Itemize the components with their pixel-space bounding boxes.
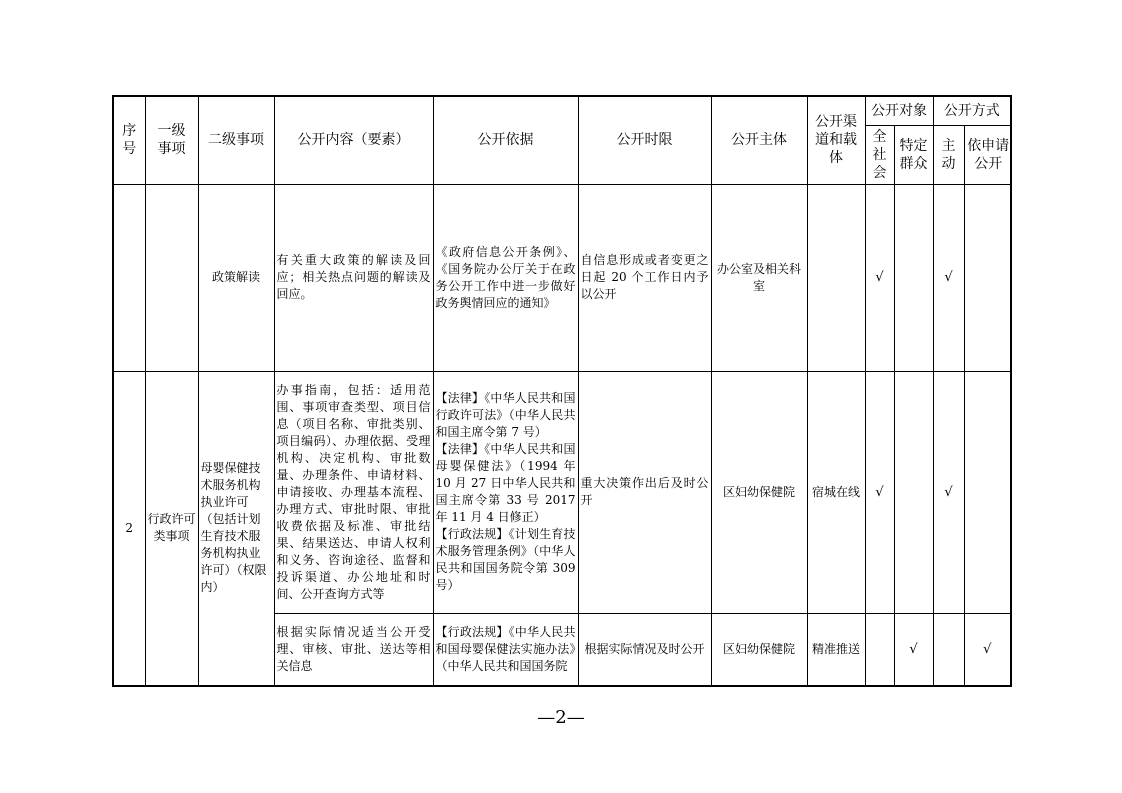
cell-audience-all bbox=[865, 371, 894, 613]
cell-time-limit: 自信息形成或者变更之日起 20 个工作日内予以公开 bbox=[578, 184, 711, 371]
header-method-apply: 依申请公开 bbox=[964, 125, 1011, 184]
header-channel: 公开渠道和载体 bbox=[807, 96, 865, 184]
cell-audience-all bbox=[865, 184, 894, 371]
header-seq: 序号 bbox=[113, 96, 145, 184]
cell-subject: 区妇幼保健院 bbox=[711, 371, 807, 613]
cell-audience-specific bbox=[894, 184, 933, 371]
header-level1: 一级事项 bbox=[145, 96, 198, 184]
check-mark: √ bbox=[983, 641, 992, 657]
cell-level2: 母婴保健技术服务机构执业许可（包括计划生育技术服务机构执业许可）（权限内） bbox=[198, 371, 274, 686]
header-content: 公开内容（要素） bbox=[274, 96, 433, 184]
cell-basis bbox=[433, 371, 578, 613]
cell-level2: 政策解读 bbox=[198, 184, 274, 371]
cell-basis bbox=[433, 613, 578, 686]
cell-level1: 行政许可类事项 bbox=[145, 371, 198, 686]
header-method-active: 主动 bbox=[933, 125, 964, 184]
basis-entry: 【行政法规】《中华人民共和国母婴保健法实施办法》（中华人民共和国国务院 bbox=[435, 624, 576, 673]
cell-time-limit: 根据实际情况及时公开 bbox=[578, 613, 711, 686]
check-mark: √ bbox=[944, 484, 953, 500]
table-row bbox=[113, 184, 1011, 371]
cell-seq: 2 bbox=[113, 371, 145, 686]
check-mark: √ bbox=[944, 270, 953, 285]
header-audience: 公开对象 bbox=[865, 96, 933, 125]
basis-entry: 【法律】《中华人民共和国行政许可法》（中华人民共和国主席令第 7 号） bbox=[435, 391, 576, 439]
cell-audience-specific bbox=[894, 613, 933, 686]
cell-method-active bbox=[933, 184, 964, 371]
check-mark: √ bbox=[875, 484, 884, 500]
cell-content: 办事指南，包括：适用范围、事项审查类型、项目信息（项目名称、审批类别、项目编码）、办理依据、受理机构、决定机构、审批数量、办理条件、申请材料、申请接收、办理基本流程、办理方式、审批时限、审批收费依据及标准、审批结果、结果送达、申请人权利和义务、咨询途径、监督和投诉渠道、办公地址和时间、公开查询方式等 bbox=[274, 371, 433, 613]
cell-audience-all bbox=[865, 613, 894, 686]
cell-subject: 办公室及相关科室 bbox=[711, 184, 807, 371]
cell-level1 bbox=[145, 184, 198, 371]
header-time-limit: 公开时限 bbox=[578, 96, 711, 184]
check-mark: √ bbox=[909, 641, 918, 657]
check-mark: √ bbox=[875, 270, 884, 285]
cell-method-apply bbox=[964, 371, 1011, 613]
cell-audience-specific bbox=[894, 371, 933, 613]
cell-method-apply bbox=[964, 613, 1011, 686]
table-header bbox=[113, 96, 1011, 184]
basis-entry: 【行政法规】《计划生育技术服务管理条例》（中华人民共和国国务院令第 309 号） bbox=[435, 527, 576, 592]
cell-basis: 《政府信息公开条例》、《国务院办公厅关于在政务公开工作中进一步做好政务舆情回应的通知》 bbox=[433, 184, 578, 371]
table-row bbox=[113, 371, 1011, 613]
cell-subject: 区妇幼保健院 bbox=[711, 613, 807, 686]
page-number: —2— bbox=[537, 707, 585, 728]
header-row-top bbox=[113, 96, 1011, 125]
cell-channel bbox=[807, 184, 865, 371]
cell-content: 根据实际情况适当公开受理、审核、审批、送达等相关信息 bbox=[274, 613, 433, 686]
basis-entry: 【法律】《中华人民共和国母婴保健法》（1994 年 10 月 27 日中华人民共和国主席令第 33 号 2017 年 11 月 4 日修正） bbox=[435, 442, 576, 524]
cell-channel: 宿城在线 bbox=[807, 371, 865, 613]
cell-method-active bbox=[933, 371, 964, 613]
header-level2: 二级事项 bbox=[198, 96, 274, 184]
cell-method-active bbox=[933, 613, 964, 686]
cell-seq bbox=[113, 184, 145, 371]
cell-method-apply bbox=[964, 184, 1011, 371]
cell-channel: 精准推送 bbox=[807, 613, 865, 686]
header-subject: 公开主体 bbox=[711, 96, 807, 184]
header-audience-specific: 特定群众 bbox=[894, 125, 933, 184]
table-body bbox=[113, 184, 1011, 686]
header-method: 公开方式 bbox=[933, 96, 1011, 125]
cell-content: 有关重大政策的解读及回应；相关热点问题的解读及回应。 bbox=[274, 184, 433, 371]
header-audience-all: 全社会 bbox=[865, 125, 894, 184]
cell-time-limit: 重大决策作出后及时公开 bbox=[578, 371, 711, 613]
header-basis: 公开依据 bbox=[433, 96, 578, 184]
disclosure-table bbox=[112, 95, 1012, 687]
